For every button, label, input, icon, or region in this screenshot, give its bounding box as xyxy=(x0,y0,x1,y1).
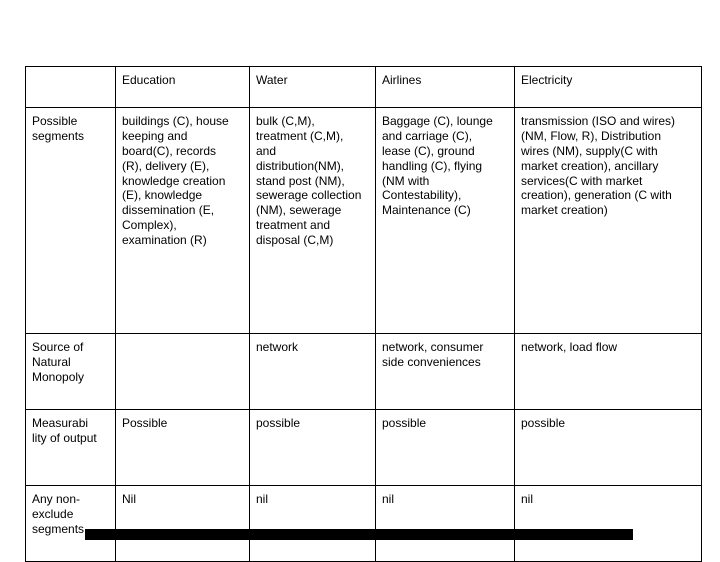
table-cell: possible xyxy=(515,410,702,486)
table-cell xyxy=(116,334,250,410)
table-cell: Possible xyxy=(116,410,250,486)
table-cell: bulk (C,M), treatment (C,M), and distribution(NM), stand post (NM), sewerage collection (NM), sewerage treatment and disposal (C,M) xyxy=(250,108,376,334)
table-cell: buildings (C), house keeping and board(C), records (R), delivery (E), knowledge creation (E), knowledge dissemination (E, Complex), examination (R) xyxy=(116,108,250,334)
table-row-any-non-exclude-segments xyxy=(26,486,702,562)
table-cell: Nil xyxy=(116,486,250,562)
column-header-water: Water xyxy=(250,67,376,108)
row-header-measurability-of-output: Measurabi lity of output xyxy=(26,410,116,486)
header-row xyxy=(26,67,702,108)
table-cell: network, load flow xyxy=(515,334,702,410)
table-cell: network xyxy=(250,334,376,410)
segments-table xyxy=(25,66,702,562)
column-header-airlines: Airlines xyxy=(376,67,515,108)
table-row-source-of-natural-monopoly xyxy=(26,334,702,410)
table-cell: possible xyxy=(376,410,515,486)
bottom-bar xyxy=(85,529,633,540)
table-cell: possible xyxy=(250,410,376,486)
table-cell: nil xyxy=(376,486,515,562)
table-row-possible-segments xyxy=(26,108,702,334)
table-cell: nil xyxy=(515,486,702,562)
table-cell: network, consumer side conveniences xyxy=(376,334,515,410)
row-header-source-of-natural-monopoly: Source of Natural Monopoly xyxy=(26,334,116,410)
corner-cell xyxy=(26,67,116,108)
row-header-possible-segments: Possible segments xyxy=(26,108,116,334)
table-cell: Baggage (C), lounge and carriage (C), lease (C), ground handling (C), flying (NM with Contestability), Maintenance (C) xyxy=(376,108,515,334)
row-header-any-non-exclude-segments: Any non-exclude segments xyxy=(26,486,116,562)
column-header-electricity: Electricity xyxy=(515,67,702,108)
table-row-measurability-of-output xyxy=(26,410,702,486)
table-cell: transmission (ISO and wires) (NM, Flow, R), Distribution wires (NM), supply(C with market creation), ancillary services(C with market creation), generation (C with market creation) xyxy=(515,108,702,334)
table-cell: nil xyxy=(250,486,376,562)
column-header-education: Education xyxy=(116,67,250,108)
